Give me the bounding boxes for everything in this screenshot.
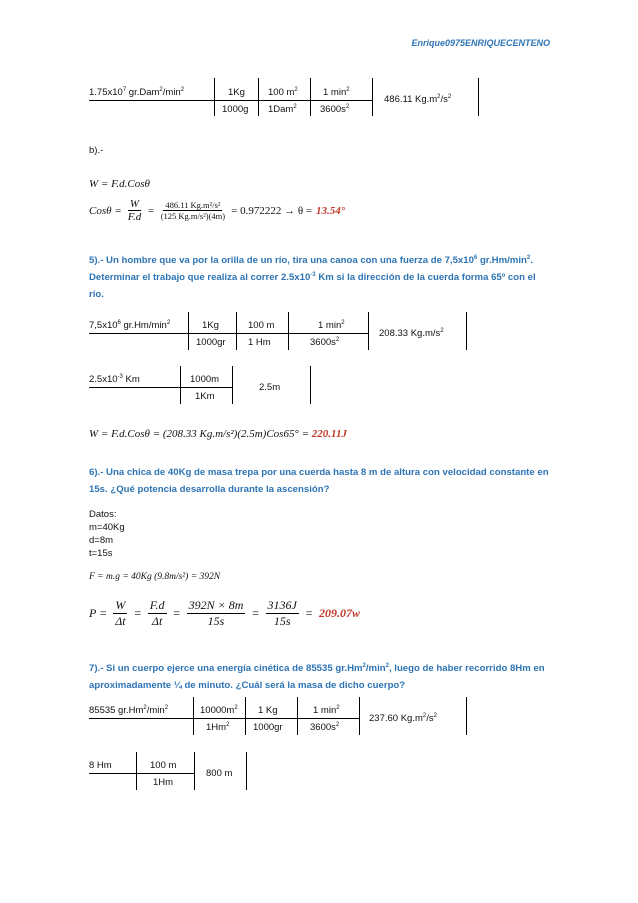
power-result: 209.07w	[318, 606, 360, 620]
conv1-factor-m-bottom: 1Dam$^2$	[268, 104, 297, 115]
conv5-km-bottom: 1Km	[195, 391, 215, 402]
conv5-kg-bottom: 1000gr	[196, 337, 226, 348]
conv5-distance: $2.5x10^{-3}$ Km	[89, 374, 140, 385]
data-distance: d=8m	[89, 535, 114, 546]
conv7-min-bottom: $3600s^2$	[310, 722, 340, 733]
conv5-km-top: 1000m	[190, 374, 220, 385]
conv7-m2-bottom: 1Hm$^2$	[206, 722, 230, 733]
data-time: t=15s	[89, 548, 113, 559]
work-result: 220.11J	[311, 428, 347, 440]
conv5-result: 208.33 $Kg.m/s^2$	[379, 328, 444, 339]
conv7-distance-result: 800 m	[206, 768, 233, 779]
conv1-result: 486.11 $Kg.m^2/s^2$	[384, 94, 452, 105]
conv1-factor-kg-bottom: 1000g	[222, 104, 249, 115]
conv5-kg-top: 1Kg	[202, 320, 219, 331]
work-formula: W = F.d.Cosθ	[89, 178, 150, 190]
author-header: Enrique0975ENRIQUECENTENO	[411, 38, 550, 48]
conv5-min-top: 1 $\min^2$	[318, 320, 345, 331]
conv7-kg-top: 1 Kg	[258, 705, 278, 716]
conv5-m-bottom: 1 Hm	[248, 337, 271, 348]
cos-theta-equation: Cosθ = $\frac{W}{F.d}$ = $\frac{\text{486.11 Kg.m²/s²}}{\text{(125 Kg.m/s²)(4m)}}$ = 0.972222 → θ = 13.54°	[89, 198, 346, 223]
conv7-hm-top: 100 m	[150, 760, 177, 771]
conv7-result: 237.60 $Kg.m^2/s^2$	[369, 713, 437, 724]
conv5-m-top: 100 m	[248, 320, 275, 331]
conv5-distance-result: 2.5m	[259, 382, 281, 393]
conv7-min-top: 1 $\min^2$	[313, 705, 340, 716]
conv7-m2-top: $10000m^2$	[200, 705, 238, 716]
theta-result: 13.54°	[316, 204, 346, 217]
power-equation: P = $\frac{W}{\Delta t}$ = $\frac{F.d}{\Delta t}$ = $\frac{392N \times 8m}{15s}$ = $\frac{3136J}{15s}$ = 209.07w	[89, 598, 360, 628]
conv1-factor-kg-top: 1Kg	[228, 87, 245, 98]
data-mass: m=40Kg	[89, 522, 125, 533]
conv1-quantity: $1.75x10^7$ $gr.Dam^2/\min^2$	[89, 87, 185, 98]
part-b-label: b).-	[89, 145, 104, 156]
problem-5-work-equation: W = F.d.Cosθ = (208.33 Kg.m/s²)(2.5m)Cos65° = 220.11J	[89, 428, 347, 440]
problem-7-statement: 7).- Si un cuerpo ejerce una energía cinética de 85535 $gr.Hm^2/\min^2$, luego de haber recorrido 8Hm en aproximadamente ¼ de minuto. ¿Cuál será la masa de dicho cuerpo?	[89, 663, 545, 691]
conv1-factor-min-top: 1 $\min^2$	[323, 87, 350, 98]
conv5-min-bottom: $3600s^2$	[310, 337, 340, 348]
conv7-hm-bottom: 1Hm	[153, 777, 174, 788]
conv1-factor-min-bottom: $3600s^2$	[320, 104, 350, 115]
conv5-quantity: $7,5x10^6$ $gr.Hm/\min^2$	[89, 320, 171, 331]
conv7-kg-bottom: 1000gr	[253, 722, 283, 733]
conv1-factor-m-top: 100 $m^2$	[268, 87, 298, 98]
problem-6-data: Datos: m=40Kg d=8m t=15s	[89, 509, 125, 559]
force-equation: F = m.g = 40Kg (9.8m/s²) = 392N	[89, 572, 221, 582]
conv7-quantity: 85535 $gr.Hm^2/\min^2$	[89, 705, 169, 716]
conv7-distance: 8 Hm	[89, 760, 112, 771]
problem-5-statement: 5).- Un hombre que va por la orilla de un río, tira una canoa con una fuerza de $7,5x10^6$ $gr.Hm/\min^2$. Determinar el trabajo que realiza al correr $2.5x10^{-3}$ Km si la dirección de la cuerda forma 65º con el río.	[89, 255, 536, 300]
problem-6-statement: 6).- Una chica de 40Kg de masa trepa por una cuerda hasta 8 m de altura con velocidad constante en 15s. ¿Qué potencia desarrolla durante la ascensión?	[89, 467, 549, 495]
